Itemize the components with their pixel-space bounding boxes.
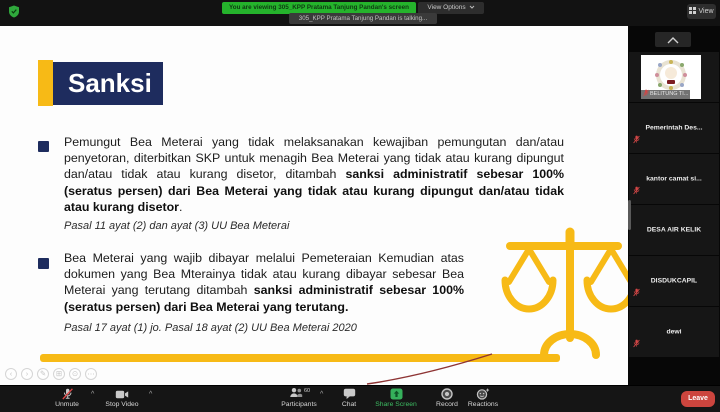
participants-options-caret[interactable]: ^ bbox=[320, 391, 324, 398]
title-accent-bar bbox=[38, 60, 53, 106]
participant-tile[interactable] bbox=[629, 52, 719, 102]
pen-annotation-line bbox=[360, 352, 500, 385]
participants-label: Participants bbox=[281, 401, 317, 408]
scales-of-justice-graphic bbox=[478, 222, 628, 369]
bullet2-paragraph: Bea Meterai yang wajib dibayar melalui Pemeteraian Kemudian atas dokumen yang Bea Mterainya tidak atau kurang dibayar sebesar Bea Meterai yang terutang ditambah sanksi administratif sebesar 100% (seratus persen) dari Bea Meterai yang terutang. bbox=[64, 251, 464, 314]
bullet2-citation: Pasal 17 ayat (1) jo. Pasal 18 ayat (2) UU Bea Meterai 2020 bbox=[64, 322, 357, 334]
reactions-label: Reactions bbox=[467, 401, 499, 408]
participant-tile[interactable] bbox=[629, 205, 719, 255]
mic-muted-icon bbox=[633, 335, 640, 353]
mic-muted-icon bbox=[633, 131, 640, 149]
participant-video bbox=[641, 55, 701, 99]
mic-muted-icon bbox=[39, 388, 95, 400]
participant-name-label bbox=[641, 90, 690, 99]
all-slides-icon[interactable]: ⊞ bbox=[53, 368, 65, 380]
grid-view-icon bbox=[689, 7, 696, 16]
bullet-square bbox=[38, 258, 49, 269]
participant-name: Pemerintah Des... bbox=[645, 124, 703, 132]
participant-name: DISDUKCAPIL bbox=[650, 277, 698, 285]
view-button-label: View bbox=[698, 8, 714, 15]
share-screen-button[interactable] bbox=[368, 388, 424, 412]
participant-tile[interactable] bbox=[629, 154, 719, 204]
filmstrip-scrollbar[interactable] bbox=[628, 200, 631, 230]
shared-screen-slide bbox=[0, 26, 628, 385]
participants-button[interactable] bbox=[271, 388, 327, 412]
view-layout-button[interactable] bbox=[687, 4, 716, 19]
viewing-screen-banner: You are viewing 305_KPP Pratama Tanjung Pandan's screen bbox=[222, 2, 416, 14]
stop-video-button[interactable] bbox=[94, 388, 153, 412]
view-options-label: View Options bbox=[427, 4, 466, 11]
share-screen-label: Share Screen bbox=[375, 401, 417, 408]
slide-title: Sanksi bbox=[53, 62, 163, 105]
speaker-talking-toast: 305_KPP Pratama Tanjung Pandan is talking... bbox=[289, 13, 437, 24]
participant-name: DESA AIR KELIK bbox=[646, 226, 702, 234]
more-options-icon[interactable]: ⋯ bbox=[85, 368, 97, 380]
chevron-up-icon bbox=[666, 31, 680, 49]
participant-tile[interactable] bbox=[629, 256, 719, 306]
bullet-square bbox=[38, 141, 49, 152]
chat-label: Chat bbox=[341, 401, 357, 408]
reactions-icon bbox=[455, 388, 511, 400]
top-bar bbox=[0, 0, 720, 26]
mic-options-caret[interactable]: ^ bbox=[91, 391, 95, 398]
record-label: Record bbox=[436, 401, 458, 408]
leave-button[interactable]: Leave bbox=[681, 391, 715, 407]
reactions-button[interactable] bbox=[455, 388, 511, 412]
meeting-toolbar bbox=[0, 385, 720, 412]
participants-count: 60 bbox=[303, 388, 311, 394]
prev-slide-icon[interactable]: ‹ bbox=[5, 368, 17, 380]
encryption-shield-icon[interactable] bbox=[8, 5, 20, 23]
next-slide-icon[interactable]: › bbox=[21, 368, 33, 380]
bullet1-citation: Pasal 11 ayat (2) dan ayat (3) UU Bea Meterai bbox=[64, 220, 290, 232]
unmute-label: Unmute bbox=[55, 401, 79, 408]
video-options-caret[interactable]: ^ bbox=[149, 391, 153, 398]
chevron-down-icon bbox=[469, 2, 475, 14]
unmute-button[interactable] bbox=[39, 388, 95, 412]
share-screen-icon bbox=[368, 388, 424, 400]
participant-tile[interactable] bbox=[629, 307, 719, 357]
zoom-slide-icon[interactable]: ⊙ bbox=[69, 368, 81, 380]
participant-name: kantor camat si... bbox=[646, 175, 702, 183]
slideshow-controls bbox=[5, 368, 97, 380]
camera-icon bbox=[94, 388, 153, 400]
participant-name: dewi bbox=[666, 328, 682, 336]
collapse-filmstrip-button[interactable] bbox=[655, 32, 691, 47]
mic-muted-icon bbox=[633, 182, 640, 200]
stop-video-label: Stop Video bbox=[105, 401, 139, 408]
mic-muted-icon bbox=[643, 89, 649, 100]
participant-tile[interactable] bbox=[629, 103, 719, 153]
participants-sidebar bbox=[628, 26, 720, 385]
mic-muted-icon bbox=[633, 284, 640, 302]
pen-tool-icon[interactable]: ✎ bbox=[37, 368, 49, 380]
participant-name: BELITUNG TI... bbox=[650, 91, 689, 97]
bullet1-paragraph: Pemungut Bea Meterai yang tidak melaksanakan kewajiban pemungutan dan/atau penyetoran, diterbitkan SKP untuk menagih Bea Meterai yang tidak atau kurang dipungut dan/atau tidak atau kurang disetor, ditambah sanksi administratif sebesar 100% (seratus persen) dari Bea Meterai yang tidak atau kurang dipungut dan/atau tidak atau kurang disetor. bbox=[64, 135, 565, 214]
